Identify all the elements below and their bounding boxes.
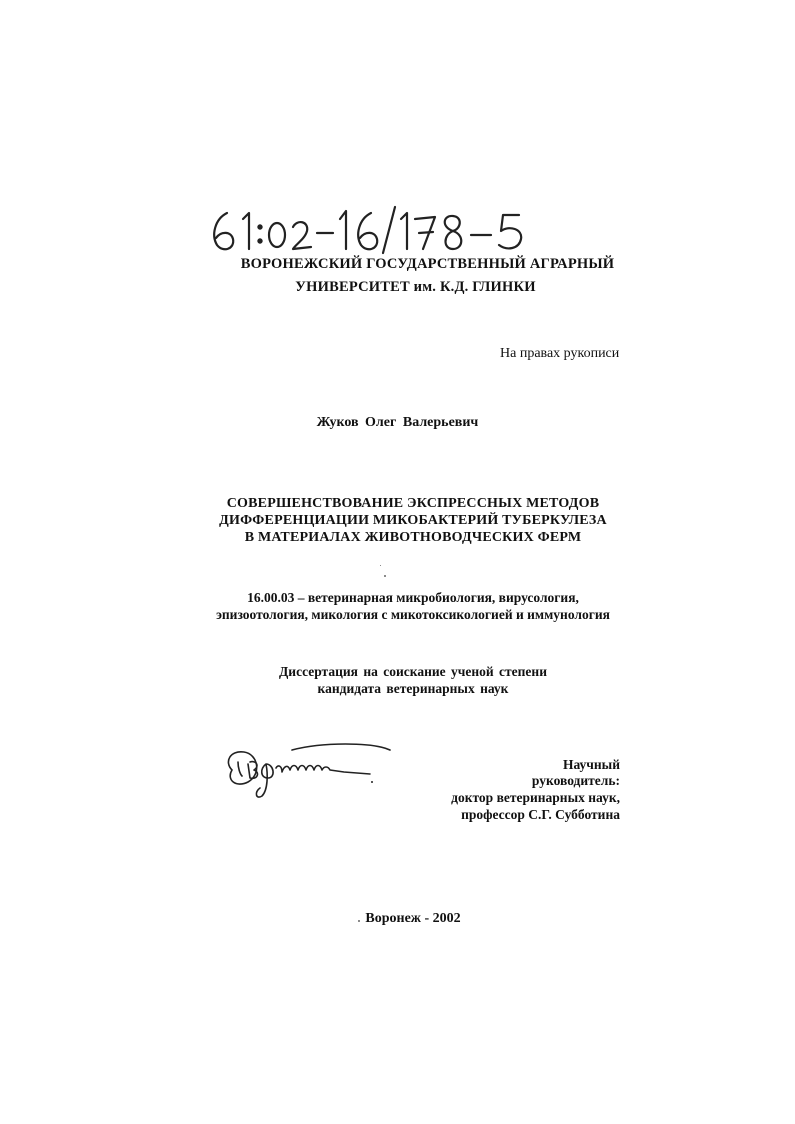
title-line3: В МАТЕРИАЛАХ ЖИВОТНОВОДЧЕСКИХ ФЕРМ bbox=[244, 530, 582, 545]
supervisor-name: профессор С.Г. Субботина bbox=[461, 807, 620, 822]
manuscript-rights-note: На правах рукописи bbox=[500, 346, 620, 361]
title-line1: СОВЕРШЕНСТВОВАНИЕ ЭКСПРЕССНЫХ МЕТОДОВ bbox=[226, 496, 600, 511]
city-year: Воронеж - 2002 bbox=[365, 911, 461, 926]
degree-statement bbox=[0, 663, 795, 697]
specialty-line1: 16.00.03 – ветеринарная микробиология, вирусология, bbox=[247, 590, 579, 605]
author-name: Жуков Олег Валерьевич bbox=[316, 415, 479, 430]
scan-speck bbox=[384, 575, 386, 577]
svg-text:61:02-16/178-5: 61:02-16/178-5 bbox=[205, 205, 212, 206]
specialty-code bbox=[0, 589, 795, 623]
author-signature bbox=[222, 738, 397, 810]
supervisor-degree: доктор ветеринарных наук, bbox=[451, 790, 620, 805]
university-name-line1: ВОРОНЕЖСКИЙ ГОСУДАРСТВЕННЫЙ АГРАРНЫЙ bbox=[240, 256, 615, 272]
dissertation-title bbox=[0, 495, 795, 546]
supervisor-label: Научный руководитель: bbox=[531, 757, 620, 788]
supervisor-info bbox=[420, 789, 620, 823]
handwritten-registration-number bbox=[205, 205, 545, 257]
degree-line2: кандидата ветеринарных наук bbox=[317, 681, 509, 696]
title-line2: ДИФФЕРЕНЦИАЦИИ МИКОБАКТЕРИЙ ТУБЕРКУЛЕЗА bbox=[219, 513, 607, 528]
university-name-line2: УНИВЕРСИТЕТ им. К.Д. ГЛИНКИ bbox=[295, 279, 536, 295]
specialty-line2: эпизоотология, микология с микотоксикологией и иммунология bbox=[216, 607, 610, 622]
scan-speck bbox=[380, 565, 381, 566]
degree-line1: Диссертация на соискание ученой степени bbox=[279, 664, 547, 679]
